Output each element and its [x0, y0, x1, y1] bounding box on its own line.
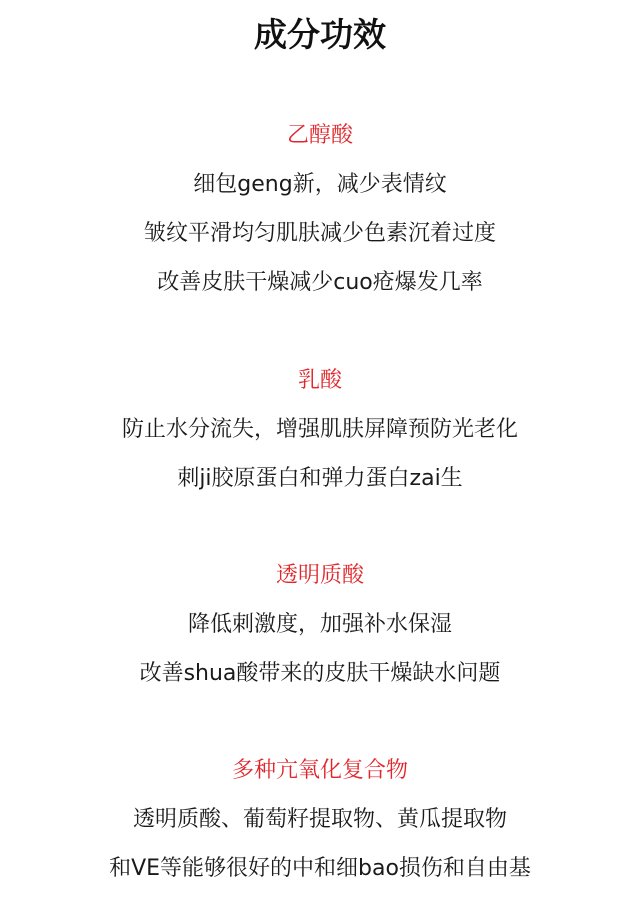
ingredient-section-antioxidant-complex: [0, 756, 640, 884]
effect-line: 细包geng新，减少表情纹: [193, 172, 447, 197]
section-heading: 多种亢氧化复合物: [231, 758, 408, 783]
ingredient-section-lactic-acid: [0, 366, 640, 494]
ingredient-section-glycolic-acid: [0, 121, 640, 298]
page-title: 成分功效: [254, 15, 386, 54]
effect-line: 刺ji胶原蛋白和弹力蛋白zai生: [177, 466, 463, 491]
effect-line: 透明质酸、葡萄籽提取物、黄瓜提取物: [132, 807, 507, 832]
effect-line: 和VE等能够很好的中和细bao损伤和自由基: [109, 856, 531, 881]
effect-line: 防止水分流失，增强肌肤屏障预防光老化: [121, 417, 518, 442]
section-heading: 乙醇酸: [286, 123, 353, 148]
effect-line: 改善皮肤干燥减少cuo疮爆发几率: [157, 270, 483, 295]
ingredient-section-hyaluronic-acid: [0, 561, 640, 689]
section-heading: 透明质酸: [275, 563, 364, 588]
effect-line: 皱纹平滑均匀肌肤减少色素沉着过度: [143, 221, 496, 246]
section-heading: 乳酸: [297, 368, 342, 393]
effect-line: 改善shua酸带来的皮肤干燥缺水问题: [139, 661, 501, 686]
effect-line: 降低刺激度，加强补水保湿: [187, 612, 452, 637]
